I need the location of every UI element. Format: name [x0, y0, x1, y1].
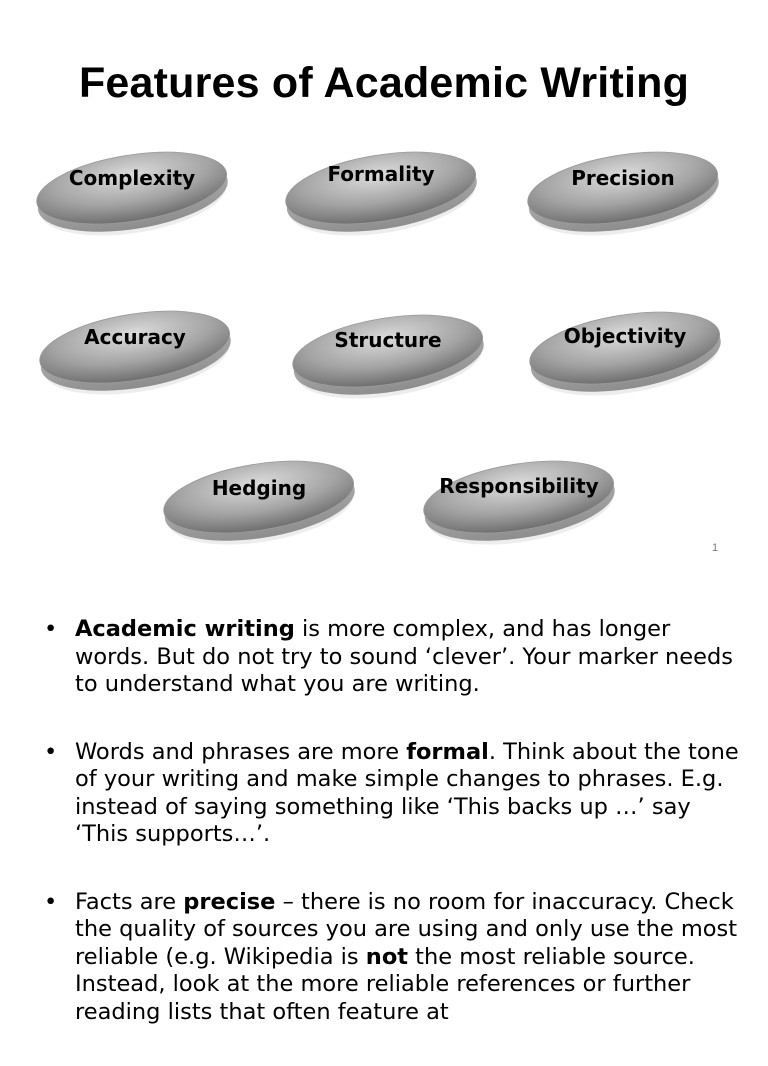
- bullet-text: – there is no room for inaccuracy. Check the quality of sources you are using and only use the most reliable (e.g. Wikipedia is: [75, 888, 738, 970]
- bullet-formality: [44, 739, 744, 849]
- bullet-text: . Think about the tone of your writing and make simple changes to phrases. E.g. instead of saying something like ‘This backs up …’ say ‘This supports…’.: [75, 738, 739, 847]
- feature-ellipse: [37, 301, 233, 397]
- feature-ellipse: [34, 142, 230, 238]
- feature-ellipse: [421, 451, 617, 547]
- feature-label: Complexity: [68, 166, 196, 190]
- slide-number: 1: [712, 542, 719, 554]
- feature-label: Formality: [327, 162, 435, 186]
- bullet-text-lead: Words and phrases are more: [75, 738, 407, 765]
- feature-ellipse: [525, 142, 721, 238]
- bullet-text-2: the most reliable source. Instead, look at the more reliable references or further reading lists that often feature at: [75, 943, 695, 1025]
- bullet-text: is more complex, and has longer words. But do not try to sound ‘clever’. Your marker needs to understand what you are writing.: [75, 616, 733, 697]
- bullet-bold-term-2: not: [365, 943, 409, 970]
- bullet-list: [44, 616, 744, 1066]
- feature-label: Responsibility: [439, 474, 599, 498]
- bullet-bold-term: Academic writing: [75, 616, 295, 642]
- bullet-bold-term: precise: [183, 888, 276, 915]
- slide-title: Features of Academic Writing: [78, 58, 690, 107]
- bullet-complexity: [44, 616, 744, 699]
- feature-ellipse: [283, 142, 479, 238]
- bullet-bold-term: formal: [406, 738, 489, 765]
- feature-label: Objectivity: [563, 324, 687, 348]
- feature-label: Accuracy: [84, 325, 186, 349]
- feature-label: Precision: [571, 166, 675, 190]
- bullet-precision: [44, 889, 744, 1027]
- bullet-text-lead: Facts are: [75, 888, 184, 915]
- feature-ellipse: [161, 451, 357, 547]
- feature-ellipse: [290, 305, 486, 401]
- feature-label: Hedging: [211, 476, 307, 500]
- feature-label: Structure: [334, 328, 442, 352]
- feature-ellipse: [527, 302, 723, 398]
